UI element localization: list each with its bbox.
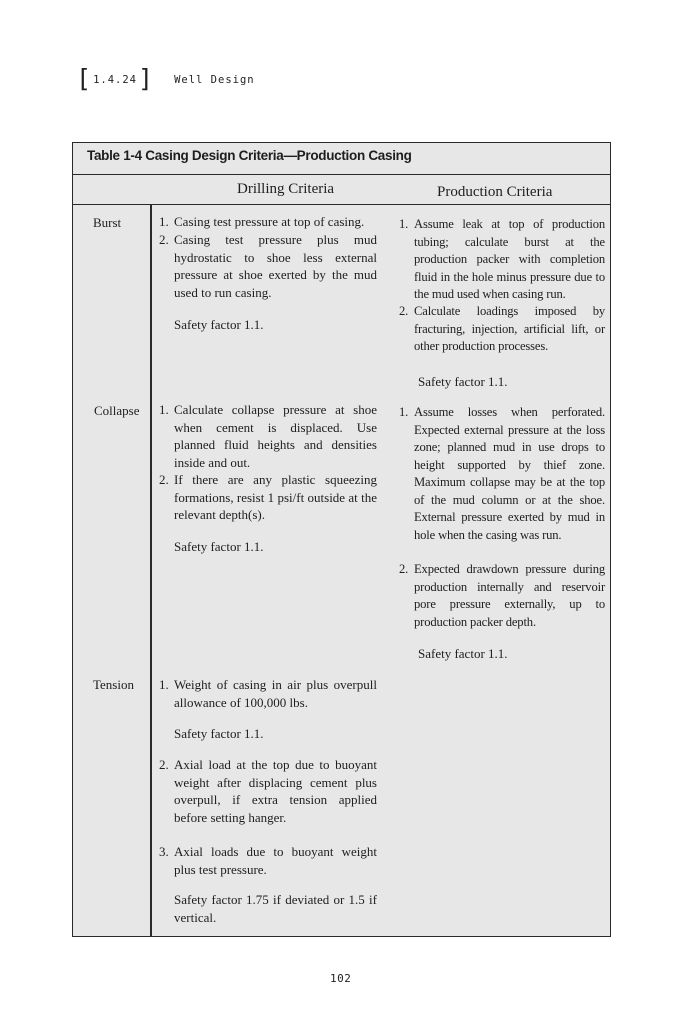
casing-design-table bbox=[72, 142, 611, 937]
burst-drilling-item-2: 2. Casing test pressure plus mud hydrostatic to shoe less external pressure at shoe exerted by the mud used to run casing. bbox=[159, 232, 377, 300]
tension-drilling-safety-factor-2: Safety factor 1.75 if deviated or 1.5 if vertical. bbox=[174, 892, 377, 925]
tension-drilling-item-2: 2. Axial load at the top due to buoyant weight after displacing cement plus overpull, if extra tension applied before setting hanger. bbox=[159, 757, 377, 825]
page-number: 102 bbox=[330, 972, 352, 985]
section-number: 1.4.24 bbox=[93, 73, 137, 86]
tension-drilling-item-3: 3. Axial loads due to buoyant weight plus test pressure. bbox=[159, 844, 377, 877]
burst-production-safety-factor: Safety factor 1.1. bbox=[418, 374, 508, 389]
right-bracket: ] bbox=[138, 64, 155, 93]
column-header-row bbox=[73, 174, 610, 205]
production-criteria-heading: Production Criteria bbox=[437, 184, 553, 200]
burst-drilling-safety-factor: Safety factor 1.1. bbox=[174, 317, 264, 332]
collapse-production-safety-factor: Safety factor 1.1. bbox=[418, 646, 508, 661]
table-title-row bbox=[73, 143, 610, 175]
drilling-criteria-heading: Drilling Criteria bbox=[237, 181, 335, 197]
row-label-collapse: Collapse bbox=[94, 403, 140, 418]
burst-production-item-2: 2. Calculate loadings imposed by fracturing, injection, artificial lift, or other production processes. bbox=[399, 304, 605, 353]
collapse-drilling-item-1: 1. Calculate collapse pressure at shoe when cement is displaced. Use planned fluid heights and densities inside and out. bbox=[159, 402, 377, 470]
label-column-divider bbox=[150, 204, 152, 936]
tension-drilling-safety-factor-1: Safety factor 1.1. bbox=[174, 726, 264, 741]
table-title: Table 1-4 Casing Design Criteria—Production Casing bbox=[87, 148, 412, 163]
collapse-drilling-safety-factor: Safety factor 1.1. bbox=[174, 539, 264, 554]
collapse-production-item-2: 2. Expected drawdown pressure during production internally and reservoir pore pressure externally, up to production packer depth. bbox=[399, 562, 605, 629]
row-label-burst: Burst bbox=[93, 215, 122, 230]
burst-drilling-item-1: 1. Casing test pressure at top of casing. bbox=[159, 214, 365, 229]
row-label-tension: Tension bbox=[93, 677, 134, 692]
collapse-drilling-item-2: 2. If there are any plastic squeezing formations, resist 1 psi/ft outside at the relevant depth(s). bbox=[159, 472, 377, 522]
running-title: Well Design bbox=[174, 73, 255, 86]
burst-production-item-1: 1. Assume leak at top of production tubing; calculate burst at the production packer with completion fluid in the hole minus pressure due to the mud used when casing run. bbox=[399, 217, 605, 301]
running-header bbox=[76, 66, 255, 91]
tension-drilling-item-1: 1. Weight of casing in air plus overpull allowance of 100,000 lbs. bbox=[159, 677, 377, 710]
collapse-production-item-1: 1. Assume losses when perforated. Expected external pressure at the loss zone; planned mud in use drops to height supported by thief zone. Maximum collapse may be at the top of the mud column or at the shoe. External pressure exerted by mud in hole when the casing was run. bbox=[399, 405, 605, 542]
left-bracket: [ bbox=[76, 64, 93, 93]
